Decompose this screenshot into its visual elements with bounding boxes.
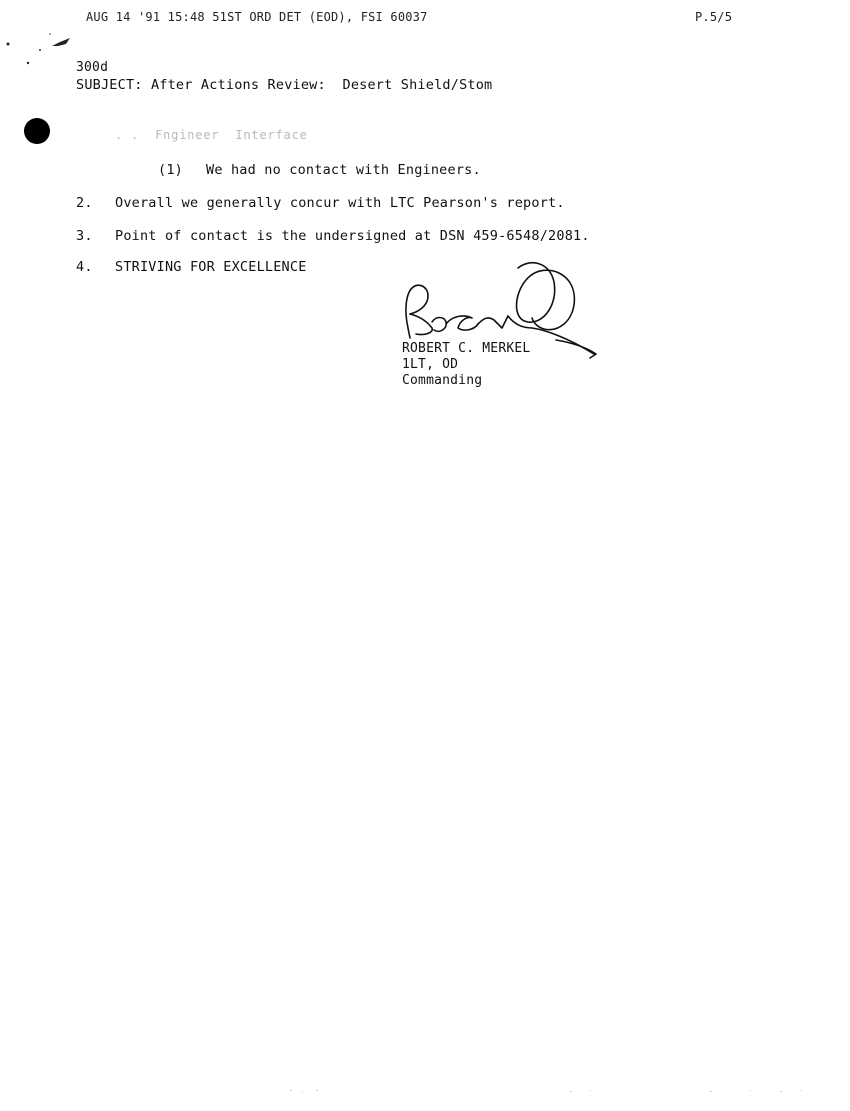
paragraph-text: STRIVING FOR EXCELLENCE xyxy=(115,259,307,275)
paragraph-text: Overall we generally concur with LTC Pearson's report. xyxy=(115,195,565,211)
subparagraph-text: We had no contact with Engineers. xyxy=(206,162,481,178)
scan-noise xyxy=(280,1088,820,1094)
signer-name: ROBERT C. MERKEL xyxy=(402,341,531,356)
fax-transmission-header: AUG 14 '91 15:48 51ST ORD DET (EOD), FSI 60037 xyxy=(86,10,428,24)
paragraph-number: 2. xyxy=(76,195,93,211)
fax-page-number: P.5/5 xyxy=(695,10,733,24)
paragraph-number: 3. xyxy=(76,228,93,244)
file-reference: 300d xyxy=(76,60,109,75)
paragraph-number: 4. xyxy=(76,259,93,275)
faded-section-heading: . . Fngineer Interface xyxy=(115,128,308,142)
subject-line: SUBJECT: After Actions Review: Desert Shield/Stom xyxy=(76,77,493,93)
signer-role: Commanding xyxy=(402,373,483,388)
scan-specks xyxy=(0,30,80,70)
subparagraph-number: (1) xyxy=(158,162,183,178)
signer-rank: 1LT, OD xyxy=(402,357,459,372)
paragraph-text: Point of contact is the undersigned at DSN 459-6548/2081. xyxy=(115,228,590,244)
punch-hole xyxy=(24,118,50,144)
